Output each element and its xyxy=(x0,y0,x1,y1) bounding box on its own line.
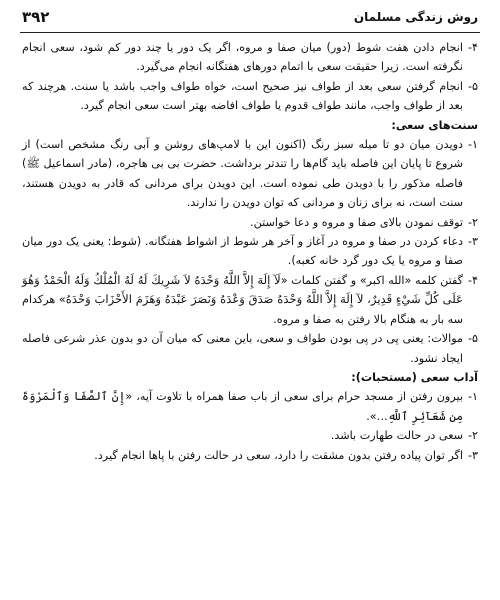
item-text-after: » هرکدام سه بار به هنگام بالا رفتن به صفا و مروه. xyxy=(22,293,463,326)
list-item xyxy=(22,426,478,445)
page-header xyxy=(22,8,478,30)
list-item xyxy=(22,446,478,465)
item-text: اگر توان پیاده رفتن بدون مشقت را دارد، سعی در حالت رفتن با پاها انجام گیرد. xyxy=(94,448,463,462)
quran-verse: إِنَّ ٱلصَّفَا وَٱلْمَرْوَةَ مِن شَعَآئِرِ ٱللَّهِ... xyxy=(22,389,463,423)
item-number: ۲- xyxy=(467,429,478,443)
page-body xyxy=(22,38,478,465)
item-text xyxy=(22,387,463,426)
item-number: ۳- xyxy=(467,448,478,462)
item-text-before: گفتن کلمه «الله اکبر» و گفتن کلمات « xyxy=(280,273,463,287)
item-text: دویدن میان دو تا میله سبز رنگ (اکنون این با لامپ‌های روشن و آبی رنگ مشخص است) از شروع تا پایان این فاصله باید گام‌ها را تندتر برداشت. حضرت بی بی هاجره، (مادر اسماعیل ﷺ) فاصله مذکور را با دویدن طی نموده است. این دویدن برای مردانی که قادر به دویدن هستند، سنت است، نه برای زنان و مردانی که توان دویدن را ندارند. xyxy=(22,138,463,210)
list-item xyxy=(22,38,478,77)
list-item xyxy=(22,387,478,426)
item-number: ۱- xyxy=(467,390,478,404)
item-number: ۵- xyxy=(467,332,478,346)
arabic-dhikr: لَآ إِلَهَ إِلاَّ اللَّهُ وَحْدَهُ لاَ شَرِيكَ لَهُ لَهُ الْمُلْكُ وَلَهُ الْحَمْدُ وَهُوَ عَلَى كُلِّ شَيْءٍ قَدِيرٌ، لآ إِلَهَ إِلاَّ اللَّهُ وَحْدَهُ صَدَقَ وَعْدَهُ وَنَصَرَ عَبْدَهُ وَهَزَمَ الأَحْزَابَ وَحْدَهُ xyxy=(22,272,463,307)
section-heading-adab: آداب سعی (مستحبات): xyxy=(351,370,478,384)
list-item xyxy=(22,213,478,232)
item-number: ۳- xyxy=(467,235,478,249)
item-text-after: ». xyxy=(366,409,377,423)
book-title: روش زندگی مسلمان xyxy=(353,10,478,24)
item-number: ۵- xyxy=(467,79,478,93)
item-text xyxy=(22,271,463,329)
list-item xyxy=(22,329,478,368)
header-divider xyxy=(20,32,480,33)
item-number: ۴- xyxy=(467,41,478,54)
list-item xyxy=(22,135,478,213)
item-text: توقف نمودن بالای صفا و مروه و دعا خواستن. xyxy=(250,215,463,229)
list-item xyxy=(22,271,478,329)
item-text: انجام دادن هفت شوط (دور) میان صفا و مروه، اگر یک دور یا چند دور کم شود، سعی انجام نگرفته است. زیرا حقیقت سعی با اتمام دورهای هفتگانه انجام می‌گیرد. xyxy=(22,41,463,74)
item-number: ۱- xyxy=(467,138,478,152)
item-number: ۲- xyxy=(467,215,478,229)
section-heading-sunnah: سنت‌های سعی: xyxy=(391,118,478,132)
list-item xyxy=(22,77,478,116)
item-text: انجام گرفتن سعی بعد از طواف نیز صحیح است، خواه طواف واجب باشد یا سنت. هرچند که بعد از طواف واجب، مانند طواف قدوم یا طواف افاضه بهتر است سعی انجام گیرد. xyxy=(22,79,463,113)
item-text: سعی در حالت طهارت باشد. xyxy=(330,429,463,443)
page-number: ۳۹۲ xyxy=(22,8,50,26)
item-text: دعاء کردن در صفا و مروه در آغاز و آخر هر شوط از اشواط هفتگانه. (شوط: یعنی یک دور میان صفا و مروه یا یک دور گرد خانه کعبه). xyxy=(22,235,463,268)
item-text: موالات: یعنی پی در پی بودن طواف و سعی، باین معنی که میان آن دو بدون عذر شرعی فاصله ایجاد نشود. xyxy=(22,332,463,365)
list-item xyxy=(22,232,478,271)
item-number: ۴- xyxy=(467,273,478,287)
item-text-before: بیرون رفتن از مسجد حرام برای سعی از باب صفا همراه با تلاوت آیه، « xyxy=(125,390,463,404)
